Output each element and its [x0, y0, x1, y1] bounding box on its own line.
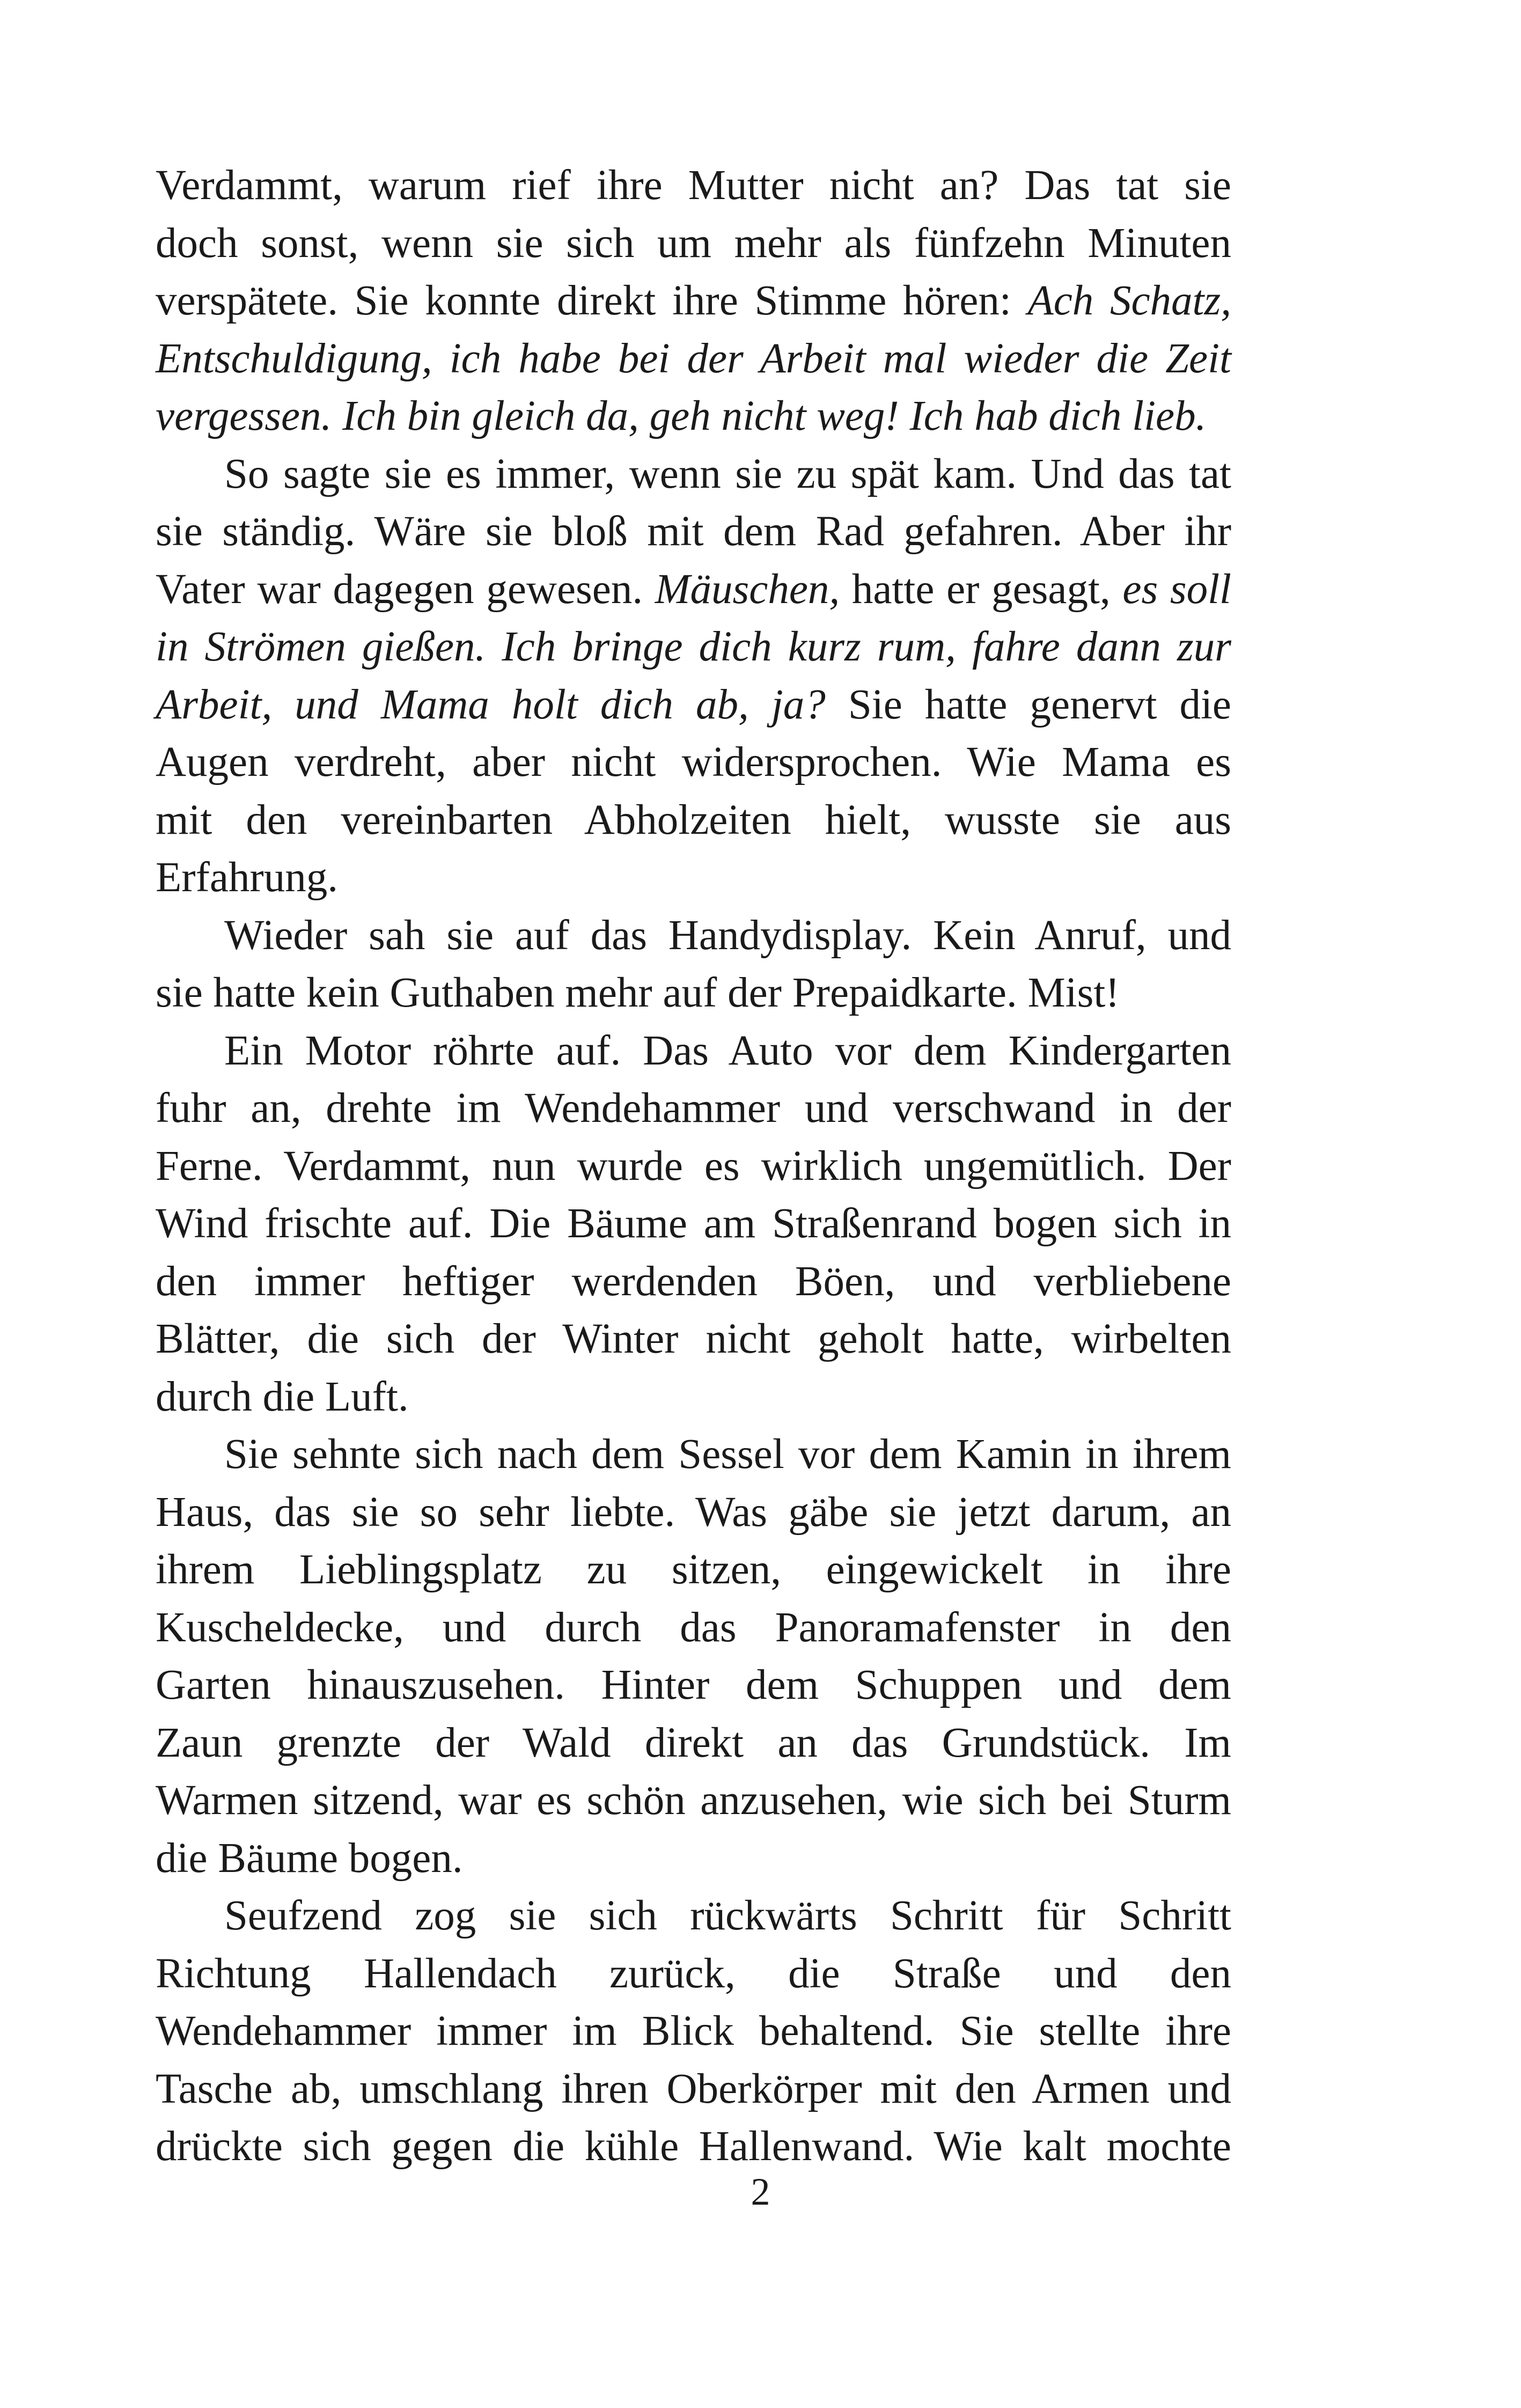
text-run: Richtung Hallendach zurück, die Straße und den: [156, 1950, 1231, 1997]
text-line: [156, 1887, 1231, 1945]
text-run: Wieder sah sie auf das Handydisplay. Kein Anruf, und: [224, 912, 1231, 959]
italic-text: in Strömen gießen. Ich bringe dich kurz rum, fahre dann zur: [156, 623, 1231, 670]
text-run: Kuscheldecke, und durch das Panoramafenster in den: [156, 1604, 1231, 1651]
text-run: mit den vereinbarten Abholzeiten hielt, wusste sie aus: [156, 796, 1231, 843]
text-run: Haus, das sie so sehr liebte. Was gäbe sie jetzt darum, an: [156, 1488, 1231, 1536]
italic-text: Ach Schatz,: [1027, 277, 1232, 324]
text-line: [156, 849, 1231, 907]
text-line: [156, 2060, 1231, 2118]
page-number: 2: [751, 2170, 770, 2213]
text-run: Ein Motor röhrte auf. Das Auto vor dem Kindergarten: [224, 1027, 1231, 1074]
text-line: [156, 1080, 1231, 1137]
text-line: [156, 1945, 1231, 2003]
text-run: Seufzend zog sie sich rückwärts Schritt für Schritt: [224, 1892, 1231, 1939]
text-run: ihrem Lieblingsplatz zu sitzen, eingewickelt in ihre: [156, 1546, 1231, 1593]
text-line: [156, 1368, 1231, 1426]
paragraph: [156, 907, 1231, 1022]
text-run: sie ständig. Wäre sie bloß mit dem Rad gefahren. Aber ihr: [156, 508, 1231, 555]
text-line: [156, 1830, 1231, 1888]
text-line: [156, 1022, 1231, 1080]
text-line: [156, 1426, 1231, 1484]
text-line: [156, 503, 1231, 561]
text-line: [156, 1772, 1231, 1830]
text-run: So sagte sie es immer, wenn sie zu spät kam. Und das tat: [224, 450, 1231, 497]
text-line: [156, 1484, 1231, 1541]
text-line: [156, 157, 1231, 215]
paragraph: [156, 1022, 1231, 1426]
text-run: Sie sehnte sich nach dem Sessel vor dem Kamin in ihrem: [224, 1431, 1231, 1478]
text-line: [156, 387, 1231, 445]
text-line: [156, 1541, 1231, 1599]
text-line: [156, 964, 1231, 1022]
text-run: Ferne. Verdammt, nun wurde es wirklich ungemütlich. Der: [156, 1142, 1231, 1190]
text-line: [156, 561, 1231, 619]
text-line: [156, 733, 1231, 791]
text-line: [156, 330, 1231, 388]
body-text: [156, 157, 1231, 2176]
text-run: sie hatte kein Guthaben mehr auf der Prepaidkarte. Mist!: [156, 970, 1120, 1016]
text-run: hatte er gesagt,: [840, 566, 1123, 613]
paragraph: [156, 445, 1231, 907]
text-run: Wind frischte auf. Die Bäume am Straßenrand bogen sich in: [156, 1200, 1231, 1247]
text-run: drückte sich gegen die kühle Hallenwand. Wie kalt mochte: [156, 2123, 1231, 2170]
text-line: [156, 1137, 1231, 1195]
paragraph: [156, 1887, 1231, 2176]
text-line: [156, 1195, 1231, 1253]
text-line: [156, 2118, 1231, 2176]
text-line: [156, 1714, 1231, 1772]
text-line: [156, 272, 1231, 330]
text-line: [156, 1310, 1231, 1368]
text-line: [156, 1599, 1231, 1657]
text-line: [156, 215, 1231, 273]
text-run: Augen verdreht, aber nicht widersprochen. Wie Mama es: [156, 739, 1231, 785]
paragraph: [156, 1426, 1231, 1887]
text-run: fuhr an, drehte im Wendehammer und verschwand in der: [156, 1085, 1231, 1132]
text-run: Tasche ab, umschlang ihren Oberkörper mit den Armen und: [156, 2065, 1231, 2112]
text-run: die Bäume bogen.: [156, 1834, 463, 1882]
text-run: Zaun grenzte der Wald direkt an das Grundstück. Im: [156, 1719, 1231, 1766]
paragraph: [156, 157, 1231, 445]
text-run: verspätete. Sie konnte direkt ihre Stimme hören:: [156, 277, 1028, 324]
text-run: den immer heftiger werdenden Böen, und verbliebene: [156, 1258, 1231, 1305]
text-line: [156, 791, 1231, 849]
italic-text: Mäuschen,: [655, 566, 840, 613]
italic-text: Entschuldigung, ich habe bei der Arbeit mal wieder die Zeit: [156, 335, 1231, 382]
text-line: [156, 618, 1231, 676]
text-line: [156, 2002, 1231, 2060]
text-line: [156, 445, 1231, 503]
text-run: Blätter, die sich der Winter nicht geholt hatte, wirbelten: [156, 1316, 1231, 1362]
text-run: Vater war dagegen gewesen.: [156, 566, 655, 613]
text-line: [156, 676, 1231, 734]
text-run: Garten hinauszusehen. Hinter dem Schuppen und dem: [156, 1662, 1231, 1708]
italic-text: es soll: [1122, 566, 1232, 613]
text-run: Sie hatte genervt die: [825, 681, 1231, 728]
italic-text: Arbeit, und Mama holt dich ab, ja?: [156, 681, 826, 728]
text-line: [156, 907, 1231, 965]
text-run: Wendehammer immer im Blick behaltend. Sie stellte ihre: [156, 2008, 1231, 2054]
text-run: Warmen sitzend, war es schön anzusehen, wie sich bei Sturm: [156, 1777, 1231, 1824]
text-run: durch die Luft.: [156, 1373, 409, 1420]
text-line: [156, 1253, 1231, 1311]
italic-text: vergessen. Ich bin gleich da, geh nicht weg! Ich hab dich lieb.: [156, 393, 1207, 439]
text-line: [156, 1656, 1231, 1714]
text-run: Verdammt, warum rief ihre Mutter nicht an? Das tat sie: [156, 162, 1231, 209]
text-run: doch sonst, wenn sie sich um mehr als fünfzehn Minuten: [156, 219, 1231, 267]
text-run: Erfahrung.: [156, 854, 338, 901]
